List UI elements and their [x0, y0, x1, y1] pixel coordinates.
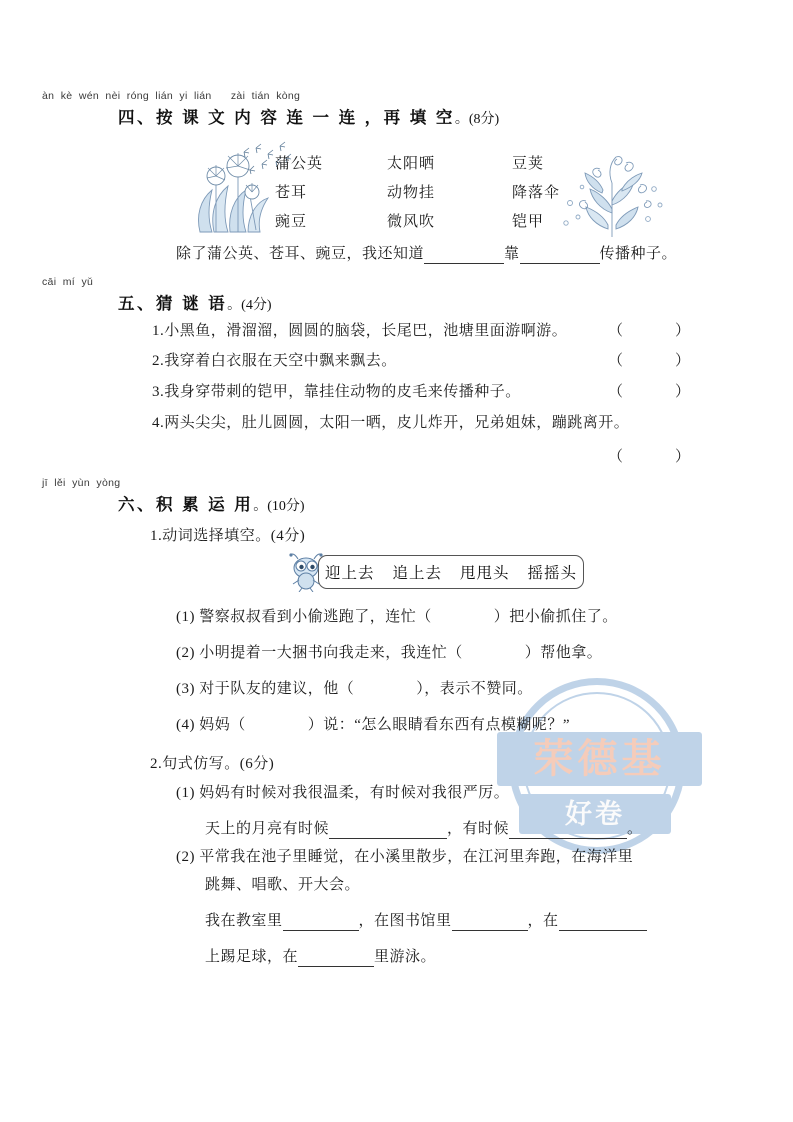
section-four-pinyin: àn kè wén nèi róng lián yi lián zài tián kòng [42, 90, 301, 102]
section-five-score: 。(4分) [227, 298, 272, 313]
match-item-c2-1[interactable]: 动物挂 [387, 185, 436, 201]
riddle-number-2: 2. [152, 353, 165, 369]
riddle-text-3: 我身穿带刺的铠甲，靠挂住动物的皮毛来传播种子。 [164, 384, 521, 400]
exercise2-item-2-line2 [205, 876, 360, 895]
exercise1-item-1-after: ）把小偷抓住了。 [493, 609, 618, 625]
exercise1-label: 1.动词选择填空。(4分) [150, 528, 306, 544]
brand-watermark [497, 672, 702, 877]
exercise1-item-2-before: 小明提着一大捆书向我走来，我连忙（ [199, 645, 463, 661]
exercise2-item-1-answer [205, 820, 643, 839]
riddle-number-3: 3. [152, 384, 165, 400]
fill-sentence-part2: 靠 [504, 246, 520, 262]
exercise2-answer-line1-c: ，在 [527, 913, 559, 929]
fill-sentence [176, 245, 677, 264]
exercise1-item-1 [176, 608, 618, 627]
exercise2-item-1-number: (1) [176, 785, 195, 801]
exercise1-item-2-number: (2) [176, 645, 195, 661]
riddle-item-3 [152, 383, 521, 402]
riddle-text-2: 我穿着白衣服在天空中飘来飘去。 [164, 353, 397, 369]
exercise1-item-3-after: ），表示不赞同。 [416, 681, 533, 697]
exercise2-answer-blank-1[interactable] [283, 915, 359, 931]
fill-sentence-blank-2[interactable] [520, 248, 600, 264]
exercise2-item-1-answer-b: ，有时候 [447, 821, 510, 837]
exercise2-answer-line1-b: ，在图书馆里 [358, 913, 452, 929]
section-six-score: 。(10分) [253, 499, 305, 514]
section-four-title: 按 课 文 内 容 连 一 连 ，再 填 空 [156, 109, 455, 127]
exercise1-item-3-before: 对于队友的建议，他（ [199, 681, 355, 697]
exercise1-item-1-before: 警察叔叔看到小偷逃跑了，连忙（ [199, 609, 432, 625]
exercise1-item-1-number: (1) [176, 609, 195, 625]
exercise2-answer-blank-3[interactable] [559, 915, 647, 931]
section-six-number: 六、 [118, 496, 156, 514]
exercise1-item-4-after: ）说：“怎么眼睛看东西有点模糊呢？” [307, 717, 571, 733]
riddle-answer-1[interactable]: （ ） [608, 323, 691, 339]
exercise2-item-1 [176, 784, 509, 803]
exercise1-item-2 [176, 644, 602, 663]
riddle-answer-4[interactable]: （ ） [608, 449, 691, 465]
section-six-pinyin: jī lěi yùn yòng [42, 477, 121, 489]
exercise1-item-3-number: (3) [176, 681, 195, 697]
exercise2-item-1-blank-1[interactable] [329, 823, 447, 839]
riddle-answer-2[interactable]: （ ） [608, 353, 691, 369]
riddle-text-4: 两头尖尖，肚儿圆圆，太阳一晒，皮儿炸开，兄弟姐妹，蹦跳离开。 [164, 415, 630, 431]
section-four-number: 四、 [118, 109, 156, 127]
section-six-heading [118, 491, 793, 515]
watermark-inner-ring [523, 692, 671, 840]
exercise1-item-1-blank[interactable] [432, 613, 494, 627]
section-five-heading [118, 290, 793, 314]
exercise2-item-2-line1 [176, 848, 633, 867]
section-five-number: 五、 [118, 295, 156, 313]
exercise1-item-2-after: ）帮他拿。 [524, 645, 603, 661]
exercise1-item-4 [176, 716, 570, 735]
exercise2-item-1-answer-c: 。 [627, 821, 643, 837]
watermark-band [497, 732, 702, 786]
match-item-c3-2[interactable]: 铠甲 [512, 214, 545, 230]
exercise1-item-4-number: (4) [176, 717, 195, 733]
word-bank-item-1[interactable]: 追上去 [392, 565, 442, 582]
riddle-item-4 [152, 414, 629, 433]
word-bank-item-0[interactable]: 迎上去 [324, 565, 375, 582]
exercise2-item-2-answer-line1 [205, 912, 647, 931]
section-four-heading [118, 104, 793, 128]
exercise2-item-1-blank-2[interactable] [509, 823, 627, 839]
match-item-c1-1[interactable]: 苍耳 [275, 185, 308, 201]
riddle-item-2 [152, 352, 397, 371]
match-item-c3-0[interactable]: 豆荚 [512, 156, 545, 172]
exercise1-item-2-blank[interactable] [463, 649, 525, 663]
exercise2-answer-blank-4[interactable] [298, 951, 374, 967]
section-five-title: 猜 谜 语 [156, 295, 228, 313]
match-item-c2-0[interactable]: 太阳晒 [387, 156, 436, 172]
fill-sentence-part1: 除了蒲公英、苍耳、豌豆，我还知道 [176, 246, 425, 262]
exercise1-item-3 [176, 680, 533, 699]
exercise1-item-4-before: 妈妈（ [199, 717, 246, 733]
match-item-c3-1[interactable]: 降落伞 [512, 185, 561, 201]
riddle-number-1: 1. [152, 323, 165, 339]
exercise2-item-1-example: 妈妈有时候对我很温柔，有时候对我很严厉。 [199, 785, 510, 801]
exercise2-label: 2.句式仿写。(6分) [150, 756, 275, 772]
section-five [0, 276, 793, 314]
section-five-pinyin: cāi mí yǔ [42, 276, 94, 288]
exercise1-item-4-blank[interactable] [246, 721, 308, 735]
word-bank-item-3[interactable]: 摇摇头 [527, 565, 578, 582]
fill-sentence-blank-1[interactable] [424, 248, 504, 264]
section-six [0, 477, 793, 515]
watermark-sub-text: 好卷 [565, 799, 625, 829]
riddle-item-1 [152, 322, 567, 341]
exercise2-answer-line1-a: 我在教室里 [205, 913, 283, 929]
riddle-number-4: 4. [152, 415, 165, 431]
exercise2-item-2-answer-line2 [205, 948, 436, 967]
exercise1-item-3-blank[interactable] [354, 685, 416, 699]
exercise2-item-2-example-line2: 跳舞、唱歌、开大会。 [205, 877, 361, 893]
match-item-c1-0[interactable]: 蒲公英 [275, 156, 324, 172]
watermark-brand-text: 荣德基 [533, 736, 666, 781]
exercise2-item-2-example-line1: 平常我在池子里睡觉，在小溪里散步，在江河里奔跑，在海洋里 [199, 849, 634, 865]
match-item-c1-2[interactable]: 豌豆 [275, 214, 308, 230]
section-four-score: 。(8分) [454, 112, 500, 127]
match-item-c2-2[interactable]: 微风吹 [387, 214, 436, 230]
exercise2-answer-blank-2[interactable] [452, 915, 528, 931]
section-six-title: 积 累 运 用 [156, 496, 254, 514]
mascot-icon [289, 552, 325, 597]
word-bank-box [318, 555, 584, 589]
section-four [0, 90, 793, 128]
exercise2-item-1-answer-a: 天上的月亮有时候 [205, 821, 330, 837]
word-bank-words [316, 561, 586, 583]
word-bank-item-2[interactable]: 甩甩头 [460, 565, 510, 582]
fill-sentence-part3: 传播种子。 [599, 246, 678, 262]
riddle-answer-3[interactable]: （ ） [608, 384, 691, 400]
riddle-text-1: 小黑鱼，滑溜溜，圆圆的脑袋，长尾巴，池塘里面游啊游。 [164, 323, 568, 339]
exercise2-item-2-number: (2) [176, 849, 195, 865]
pea-plant-illustration [556, 143, 674, 244]
exercise2-answer-line2-a: 上踢足球，在 [205, 949, 299, 965]
exercise2-answer-line2-b: 里游泳。 [374, 949, 437, 965]
